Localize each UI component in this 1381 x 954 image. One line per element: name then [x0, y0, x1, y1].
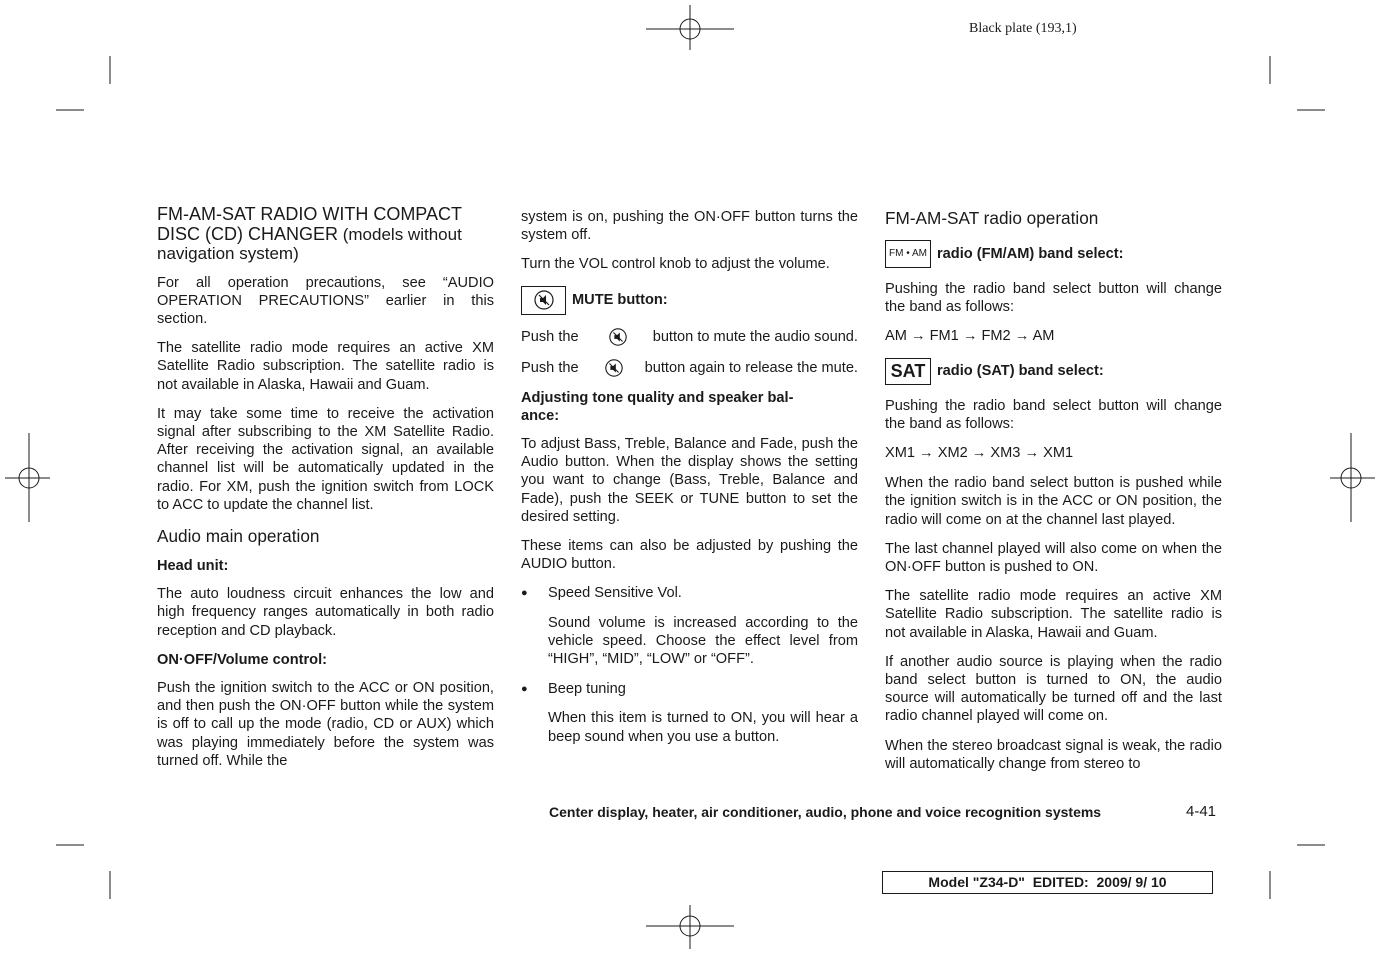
paragraph: These items can also be adjusted by pushing the AUDIO button.: [521, 538, 858, 573]
paragraph: It may take some time to receive the activation signal after subscribing to the XM Satellite Radio. After receiving the activation signal, an available channel list will be automatically updated in the radio. For XM, push the ignition switch from LOCK to ACC to update the channel list.: [157, 405, 494, 513]
sat-heading-row: [885, 358, 1222, 385]
bullet-icon: ●: [521, 587, 528, 600]
bullet-icon: ●: [521, 683, 528, 696]
bullet-text: Sound volume is increased according to the vehicle speed. Choose the effect level from “HIGH”, “MID”, “LOW” or “OFF”.: [548, 614, 858, 668]
plate-label: Black plate (193,1): [969, 21, 1077, 36]
bullet-text: When this item is turned to ON, you will hear a beep sound when you use a button.: [548, 710, 858, 745]
head-unit-heading: Head unit:: [157, 557, 229, 574]
edited-label: EDITED:: [1032, 874, 1089, 890]
paragraph: Push the ignition switch to the ACC or ON position, and then push the ON·OFF button while the system is off to call up the mode (radio, CD or AUX) which was playing immediately before the system was turned off. While the: [157, 679, 494, 769]
left-column: [157, 205, 494, 781]
onoff-heading: ON·OFF/Volume control:: [157, 651, 327, 668]
mute-heading: MUTE button:: [572, 292, 668, 308]
fm-am-sat-heading: FM-AM-SAT radio operation: [885, 208, 1099, 228]
title-line-1: FM-AM-SAT RADIO WITH COMPACT: [157, 204, 462, 224]
middle-column: [521, 208, 858, 757]
title-line-2-main: DISC (CD) CHANGER: [157, 223, 339, 244]
bullet-label: Speed Sensitive Vol.: [548, 585, 682, 602]
model-label: Model: [928, 874, 969, 890]
paragraph: If another audio source is playing when the radio band select button is turned to ON, the audio source will automatically be turned off and the last radio channel played will come on.: [885, 653, 1222, 725]
mute-heading-row: [521, 286, 858, 315]
push-text: button again to release the mute.: [644, 359, 858, 376]
page-number: 4-41: [1186, 803, 1217, 820]
fmam-heading-row: [885, 240, 1222, 268]
paragraph: Turn the VOL control knob to adjust the volume.: [521, 256, 830, 273]
footer-section-title: Center display, heater, air conditioner, audio, phone and voice recognition systems: [549, 804, 1102, 820]
tone-heading-line-1: Adjusting tone quality and speaker bal-: [521, 389, 794, 406]
paragraph: When the stereo broadcast signal is weak, the radio will automatically change from stereo to: [885, 737, 1222, 772]
audio-main-heading: Audio main operation: [157, 525, 320, 546]
paragraph: Pushing the radio band select button will change the band as follows:: [885, 397, 1222, 432]
paragraph: The satellite radio mode requires an active XM Satellite Radio subscription. The satellite radio is not available in Alaska, Hawaii and Guam.: [157, 340, 494, 393]
paragraph: To adjust Bass, Treble, Balance and Fade, push the Audio button. When the display shows the setting you want to change (Bass, Treble, Balance and Fade), push the SEEK or TUNE button to set the desired setting.: [521, 436, 858, 525]
sat-heading: radio (SAT) band select:: [937, 363, 1104, 379]
push-mute-line: [521, 327, 858, 347]
model-value: "Z34-D": [972, 874, 1025, 890]
push-text: button to mute the audio sound.: [652, 328, 858, 345]
edited-date: 2009/ 9/ 10: [1096, 874, 1167, 890]
mute-icon: [521, 286, 566, 315]
paragraph: The satellite radio mode requires an active XM Satellite Radio subscription. The satellite radio is not available in Alaska, Hawaii and Guam.: [885, 588, 1222, 641]
push-release-line: [521, 358, 858, 378]
right-column: [885, 208, 1222, 784]
mute-icon: [603, 358, 625, 378]
title-line-2: [157, 225, 494, 245]
title-line-3: navigation system): [157, 244, 299, 263]
title-line-2-tail: (models without: [338, 224, 462, 244]
list-item: [521, 584, 858, 602]
sat-icon: SAT: [885, 358, 931, 385]
paragraph: For all operation precautions, see “AUDIO OPERATION PRECAUTIONS” earlier in this section.: [157, 274, 494, 327]
tone-heading: [521, 389, 858, 425]
paragraph: When the radio band select button is pushed while the ignition switch is in the ACC or ON position, the radio will come on at the channel last played.: [885, 475, 1222, 528]
paragraph: system is on, pushing the ON·OFF button turns the system off.: [521, 209, 858, 244]
push-text: Push the: [521, 359, 579, 376]
model-box: [882, 871, 1213, 894]
paragraph: The auto loudness circuit enhances the low and high frequency ranges automatically in both radio reception and CD playback.: [157, 586, 494, 639]
paragraph: The last channel played will also come on when the ON·OFF button is pushed to ON.: [885, 540, 1222, 576]
fm-am-icon: FM • AM: [885, 240, 931, 268]
bullet-label: Beep tuning: [548, 681, 626, 698]
section-title: [157, 205, 494, 264]
list-item: [521, 680, 858, 698]
paragraph: Pushing the radio band select button will change the band as follows:: [885, 281, 1222, 316]
tone-heading-line-2: ance:: [521, 407, 560, 424]
fmam-heading: radio (FM/AM) band select:: [937, 245, 1124, 262]
band-sequence: XM1 → XM2 → XM3 → XM1: [885, 445, 1074, 462]
band-sequence: AM → FM1 → FM2 → AM: [885, 328, 1055, 345]
mute-icon: [607, 327, 629, 347]
push-text: Push the: [521, 328, 579, 345]
